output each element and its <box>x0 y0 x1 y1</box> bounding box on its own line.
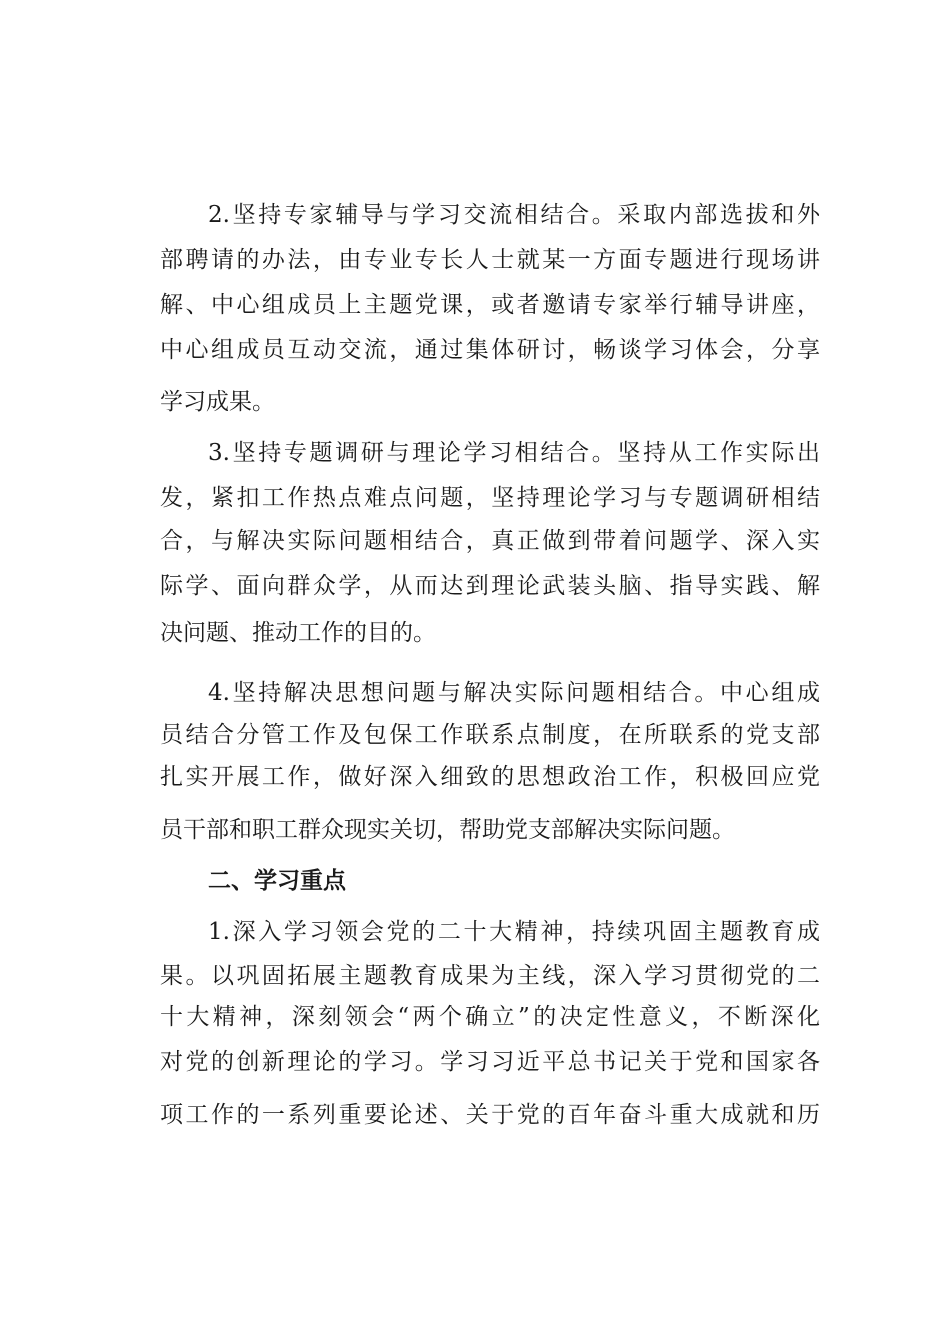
paragraph-line: 项工作的一系列重要论述、关于党的百年奋斗重大成就和历 <box>160 1102 820 1128</box>
paragraph-line: 果。以巩固拓展主题教育成果为主线，深入学习贯彻党的二 <box>160 963 820 989</box>
paragraph-line: 合，与解决实际问题相结合，真正做到带着问题学、深入实 <box>160 528 820 554</box>
paragraph-line: 对党的创新理论的学习。学习习近平总书记关于党和国家各 <box>160 1049 820 1075</box>
paragraph-line: 发，紧扣工作热点难点问题，坚持理论学习与专题调研相结 <box>160 485 820 511</box>
paragraph-line: 员结合分管工作及包保工作联系点制度，在所联系的党支部 <box>160 722 820 748</box>
section-heading: 二、学习重点 <box>208 868 346 894</box>
paragraph-line: 十大精神，深刻领会“两个确立”的决定性意义，不断深化 <box>160 1004 820 1030</box>
paragraph-line: 3.坚持专题调研与理论学习相结合。坚持从工作实际出 <box>208 440 820 466</box>
paragraph-line: 员干部和职工群众现实关切，帮助党支部解决实际问题。 <box>160 817 735 843</box>
paragraph-line: 中心组成员互动交流，通过集体研讨，畅谈学习体会，分享 <box>160 337 820 363</box>
paragraph-line: 扎实开展工作，做好深入细致的思想政治工作，积极回应党 <box>160 764 820 790</box>
paragraph-line: 部聘请的办法，由专业专长人士就某一方面专题进行现场讲 <box>160 247 820 273</box>
paragraph-line: 学习成果。 <box>160 389 275 415</box>
paragraph-line: 2.坚持专家辅导与学习交流相结合。采取内部选拔和外 <box>208 202 820 228</box>
paragraph-line: 解、中心组成员上主题党课，或者邀请专家举行辅导讲座， <box>160 292 820 318</box>
paragraph-line: 际学、面向群众学，从而达到理论武装头脑、指导实践、解 <box>160 573 820 599</box>
paragraph-line: 4.坚持解决思想问题与解决实际问题相结合。中心组成 <box>208 680 820 706</box>
paragraph-line: 1.深入学习领会党的二十大精神，持续巩固主题教育成 <box>208 919 820 945</box>
paragraph-line: 决问题、推动工作的目的。 <box>160 620 436 646</box>
